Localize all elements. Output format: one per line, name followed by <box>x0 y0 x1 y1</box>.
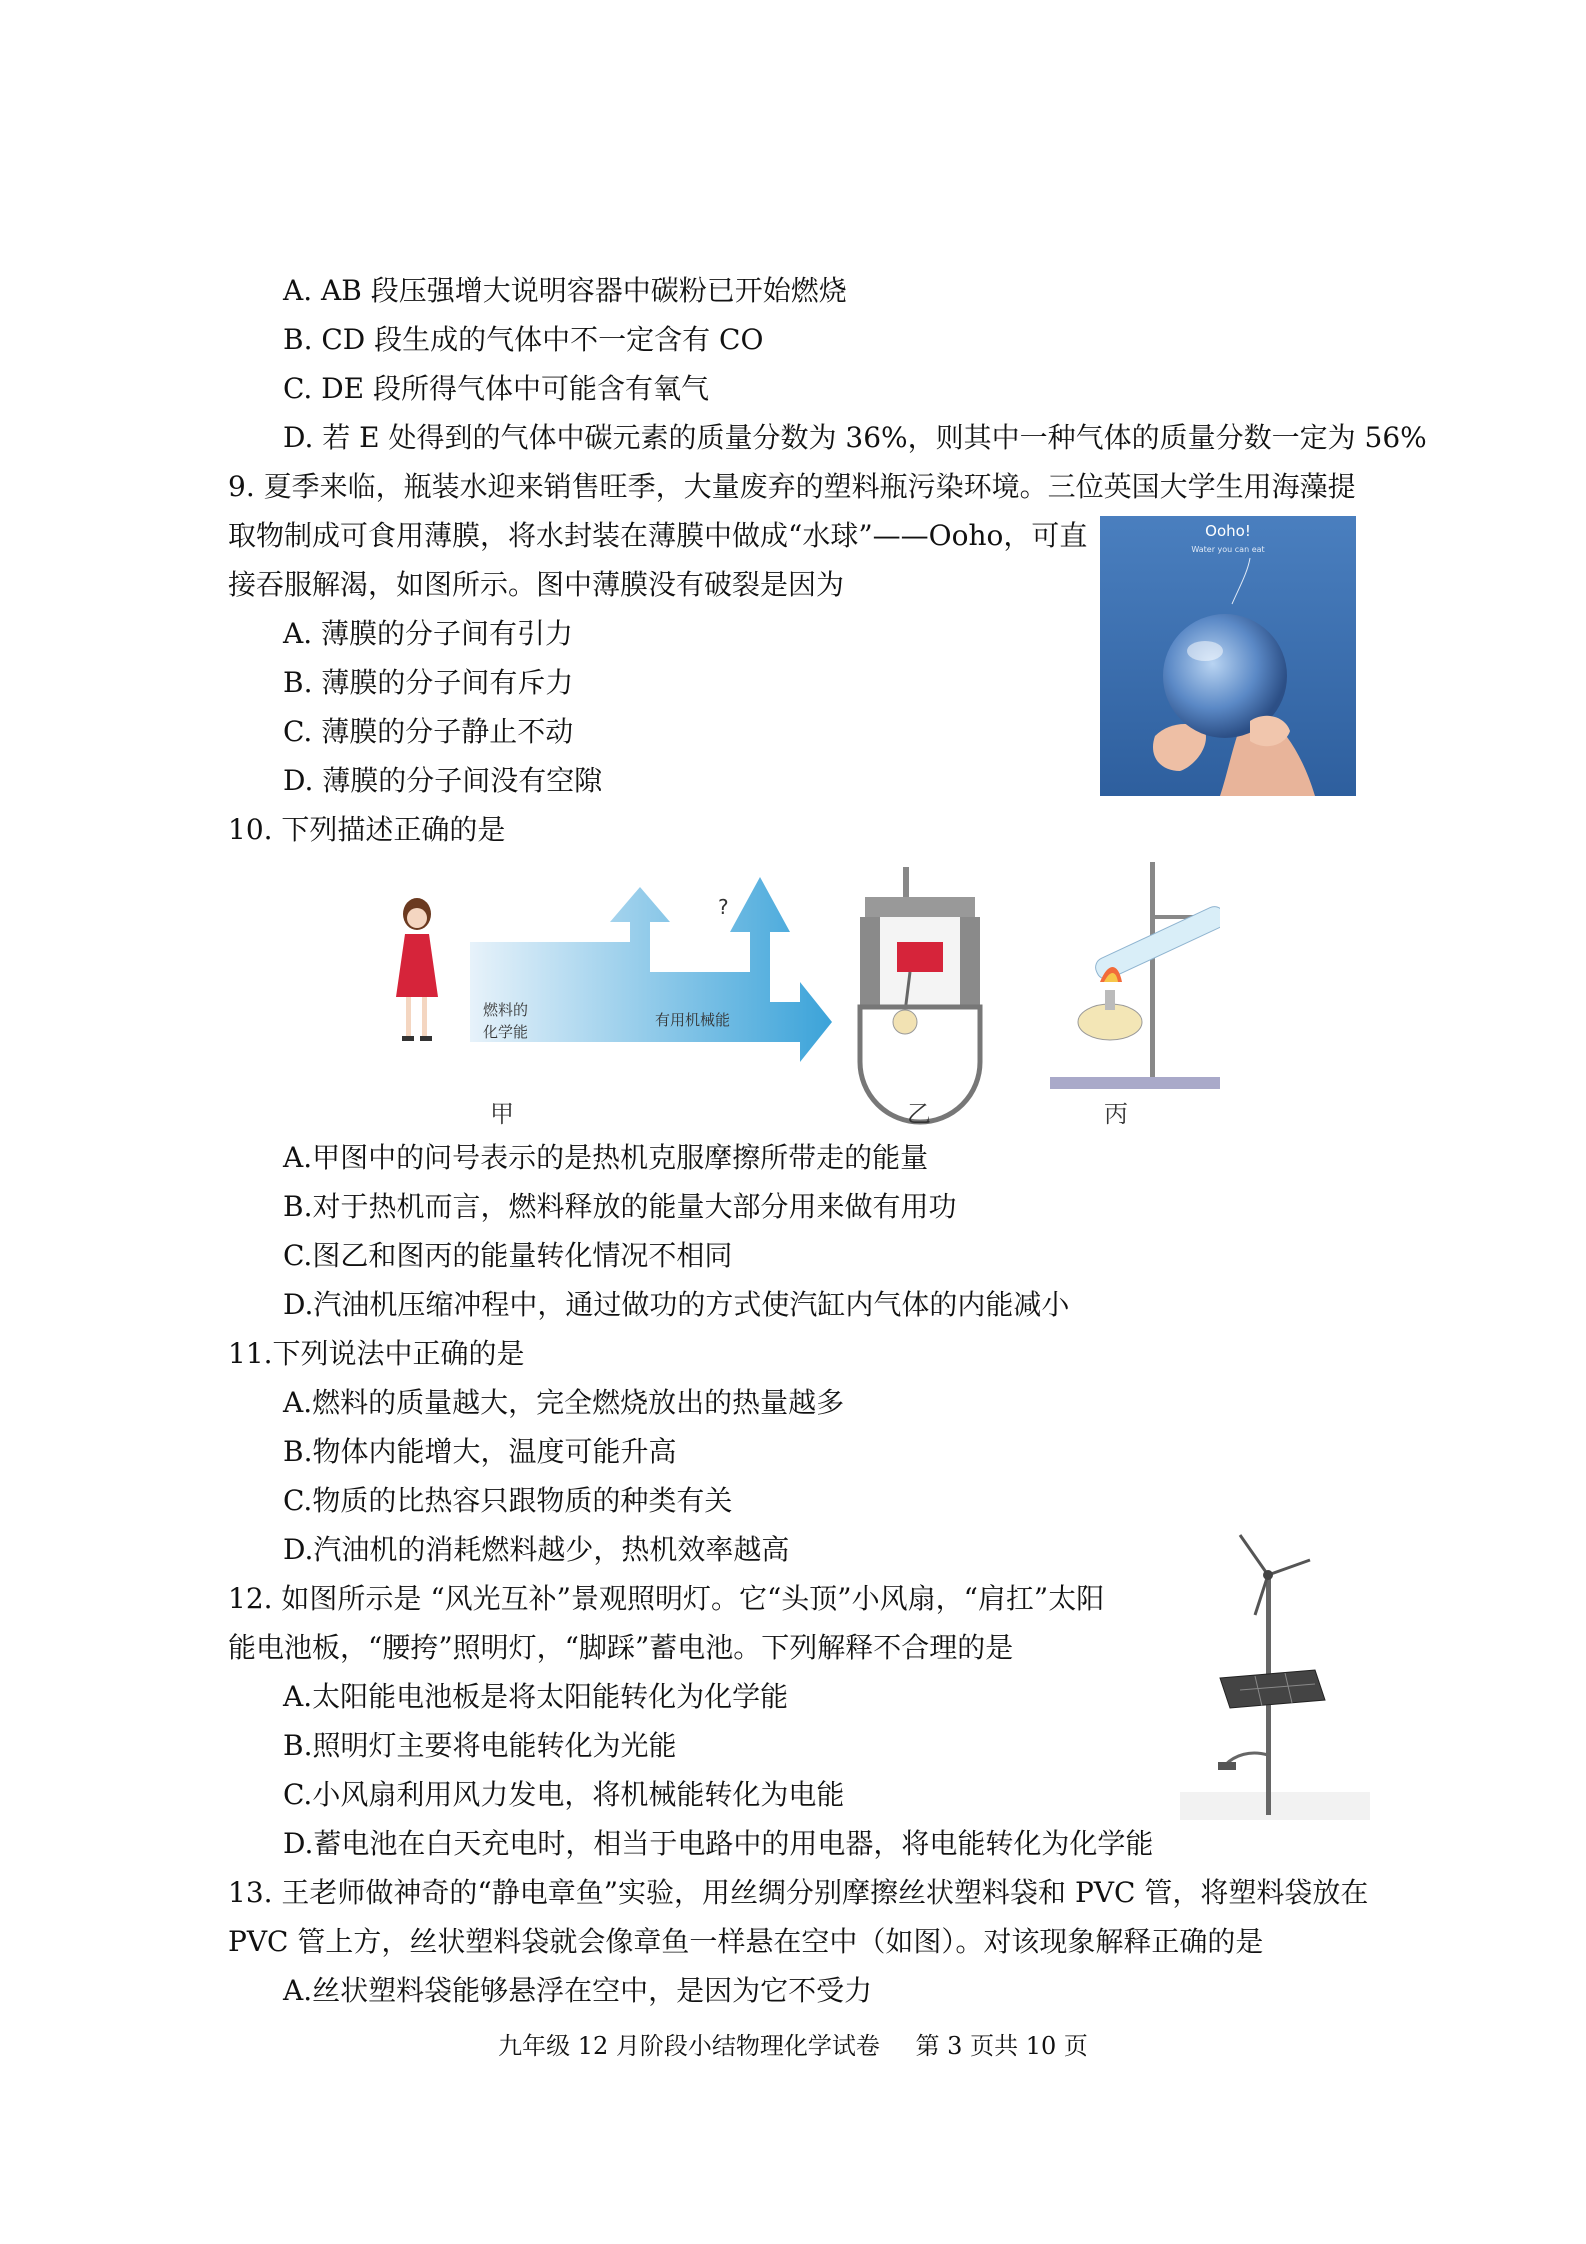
q9-option-c: C. 薄膜的分子静止不动 <box>283 715 574 748</box>
q8-option-b: B. CD 段生成的气体中不一定含有 CO <box>283 323 764 356</box>
q10-option-a: A.甲图中的问号表示的是热机克服摩擦所带走的能量 <box>283 1141 929 1174</box>
q12-option-d: D.蓄电池在白天充电时，相当于电路中的用电器，将电能转化为化学能 <box>283 1827 1154 1860</box>
q13-stem-line2: PVC 管上方，丝状塑料袋就会像章鱼一样悬在空中（如图）。对该现象解释正确的是 <box>228 1925 1264 1958</box>
q9-option-d: D. 薄膜的分子间没有空隙 <box>283 764 603 797</box>
photo-subtitle-text: Water you can eat <box>1191 545 1265 554</box>
ooho-water-ball-photo <box>1100 516 1356 796</box>
q13-option-a: A.丝状塑料袋能够悬浮在空中，是因为它不受力 <box>283 1974 873 2007</box>
q9-stem-line1: 9. 夏季来临，瓶装水迎来销售旺季，大量废弃的塑料瓶污染环境。三位英国大学生用海藻提 <box>228 470 1356 503</box>
q9-stem-line2: 取物制成可食用薄膜，将水封装在薄膜中做成“水球”——Ooho，可直 <box>228 519 1088 552</box>
q9-option-a: A. 薄膜的分子间有引力 <box>283 617 574 650</box>
q10-option-c: C.图乙和图丙的能量转化情况不相同 <box>283 1239 733 1272</box>
q10-stem: 10. 下列描述正确的是 <box>228 813 506 846</box>
q8-option-c: C. DE 段所得气体中可能含有氧气 <box>283 372 710 405</box>
q12-option-a: A.太阳能电池板是将太阳能转化为化学能 <box>283 1680 789 1713</box>
q11-option-b: B.物体内能增大，温度可能升高 <box>283 1435 677 1468</box>
test-tube-heating-diagram <box>1050 862 1220 1089</box>
wind-solar-lamp-photo <box>1180 1530 1370 1820</box>
q10-figures <box>380 862 1220 1132</box>
caption-jia: 甲 <box>490 1100 514 1128</box>
engine-cylinder-diagram <box>860 867 980 1122</box>
q12-option-b: B.照明灯主要将电能转化为光能 <box>283 1729 677 1762</box>
girl-figure <box>396 898 438 1041</box>
q10-option-d: D.汽油机压缩冲程中，通过做功的方式使汽缸内气体的内能减小 <box>283 1288 1070 1321</box>
q8-option-d: D. 若 E 处得到的气体中碳元素的质量分数为 36%，则其中一种气体的质量分数一定为 56% <box>283 421 1427 454</box>
q8-option-a: A. AB 段压强增大说明容器中碳粉已开始燃烧 <box>283 274 847 307</box>
q11-option-c: C.物质的比热容只跟物质的种类有关 <box>283 1484 733 1517</box>
q11-option-a: A.燃料的质量越大，完全燃烧放出的热量越多 <box>283 1386 845 1419</box>
footer-title: 九年级 12 月阶段小结物理化学试卷 <box>498 2032 880 2060</box>
question-mark-label: ? <box>718 895 729 919</box>
q12-stem-line2: 能电池板，“腰挎”照明灯，“脚踩”蓄电池。下列解释不合理的是 <box>228 1631 1014 1664</box>
energy-flow-diagram <box>470 877 832 1062</box>
q12-stem-line1: 12. 如图所示是 “风光互补”景观照明灯。它“头顶”小风扇，“肩扛”太阳 <box>228 1582 1105 1615</box>
fuel-label-1: 燃料的 <box>483 1001 529 1019</box>
caption-yi: 乙 <box>907 1100 931 1128</box>
useful-energy-label: 有用机械能 <box>655 1011 731 1029</box>
fuel-label-2: 化学能 <box>483 1023 529 1041</box>
page-footer <box>0 2031 1586 2061</box>
footer-page-number: 第 3 页共 10 页 <box>915 2032 1088 2060</box>
q12-option-c: C.小风扇利用风力发电，将机械能转化为电能 <box>283 1778 845 1811</box>
q11-option-d: D.汽油机的消耗燃料越少，热机效率越高 <box>283 1533 790 1566</box>
q9-option-b: B. 薄膜的分子间有斥力 <box>283 666 574 699</box>
q11-stem: 11.下列说法中正确的是 <box>228 1337 525 1370</box>
q13-stem-line1: 13. 王老师做神奇的“静电章鱼”实验，用丝绸分别摩擦丝状塑料袋和 PVC 管，将塑料袋放在 <box>228 1876 1369 1909</box>
caption-bing: 丙 <box>1104 1100 1128 1128</box>
photo-title-text: Ooho! <box>1205 522 1251 540</box>
q9-stem-line3: 接吞服解渴，如图所示。图中薄膜没有破裂是因为 <box>228 568 845 601</box>
q10-option-b: B.对于热机而言，燃料释放的能量大部分用来做有用功 <box>283 1190 957 1223</box>
